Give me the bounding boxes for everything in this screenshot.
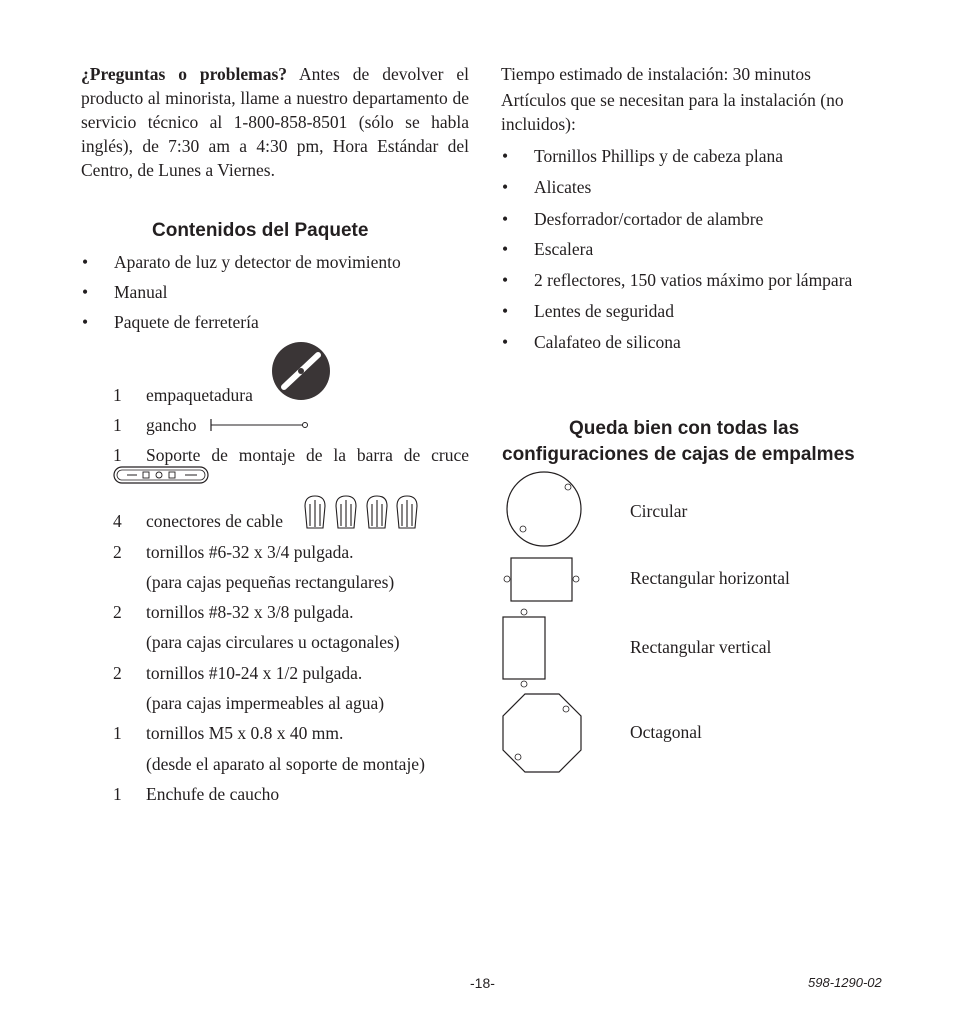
tool-item: Tornillos Phillips y de cabeza plana — [534, 146, 784, 166]
hardware-item: tornillos #10-24 x 1/2 pulgada. — [146, 663, 363, 683]
tool-item: 2 reflectores, 150 vatios máximo por lámpara — [534, 270, 853, 290]
hardware-qty: 2 — [113, 602, 122, 622]
hardware-item: empaquetadura — [146, 385, 253, 405]
hardware-item: conectores de cable — [146, 511, 284, 531]
tool-item: Lentes de seguridad — [534, 301, 674, 321]
intro-lead: ¿Preguntas o problemas? — [81, 64, 288, 84]
intro-paragraph — [81, 62, 469, 182]
hardware-qty: 2 — [113, 663, 122, 683]
boxes-title-line2: configuraciones de cajas de empalmes — [502, 444, 855, 465]
horizontal-rect-box-icon — [500, 557, 582, 603]
install-needed: Artículos que se necesitan para la instalación (no incluidos): — [501, 90, 844, 134]
hardware-note: (para cajas circulares u octagonales) — [146, 632, 400, 652]
contents-item: Paquete de ferretería — [114, 312, 259, 332]
hardware-item: Soporte de montaje de la barra de cruce — [146, 445, 469, 465]
boxes-title-line1: Queda bien con todas las — [569, 418, 800, 439]
hardware-item: tornillos #6-32 x 3/4 pulgada. — [146, 542, 354, 562]
hardware-qty: 1 — [113, 723, 122, 743]
intro-text: Antes de devolver el producto al minorista, llame a nuestro departamento de servicio técnico al 1-800-858-8501 (sólo se habla inglés), de 7:30 am a 4:30 pm, Hora Estándar del Centro, de Lunes a Viernes. — [81, 64, 470, 180]
box-label-octagonal: Octagonal — [630, 722, 702, 742]
install-time: Tiempo estimado de instalación: 30 minutos — [501, 64, 811, 84]
tool-item: Escalera — [534, 239, 594, 259]
crossbar-bracket-icon — [113, 464, 209, 486]
contents-item: Manual — [114, 282, 168, 302]
box-label-circular: Circular — [630, 501, 688, 521]
hook-icon — [208, 418, 310, 432]
box-label-horizontal: Rectangular horizontal — [630, 568, 790, 588]
page-number: -18- — [470, 975, 495, 991]
octagonal-box-icon — [501, 692, 583, 774]
contents-title: Contenidos del Paquete — [152, 220, 369, 241]
gasket-icon — [270, 341, 332, 401]
tool-item: Alicates — [534, 177, 592, 197]
wire-connector-icon — [304, 494, 418, 530]
hardware-qty: 1 — [113, 385, 122, 405]
hardware-item: Enchufe de caucho — [146, 784, 280, 804]
tool-item: Calafateo de silicona — [534, 332, 681, 352]
hardware-note: (para cajas impermeables al agua) — [146, 693, 385, 713]
hardware-qty: 2 — [113, 542, 122, 562]
document-code: 598-1290-02 — [808, 975, 882, 990]
hardware-qty: 4 — [113, 511, 122, 531]
hardware-qty: 1 — [113, 784, 122, 804]
hardware-item: gancho — [146, 415, 197, 435]
hardware-item: tornillos M5 x 0.8 x 40 mm. — [146, 723, 344, 743]
circular-box-icon — [505, 470, 583, 548]
contents-item: Aparato de luz y detector de movimiento — [114, 252, 401, 272]
hardware-qty: 1 — [113, 415, 122, 435]
vertical-rect-box-icon — [501, 606, 547, 690]
hardware-note: (desde el aparato al soporte de montaje) — [146, 754, 425, 774]
tool-item: Desforrador/cortador de alambre — [534, 209, 764, 229]
hardware-qty: 1 — [113, 445, 122, 465]
hardware-note: (para cajas pequeñas rectangulares) — [146, 572, 395, 592]
hardware-item: tornillos #8-32 x 3/8 pulgada. — [146, 602, 354, 622]
box-label-vertical: Rectangular vertical — [630, 637, 772, 657]
